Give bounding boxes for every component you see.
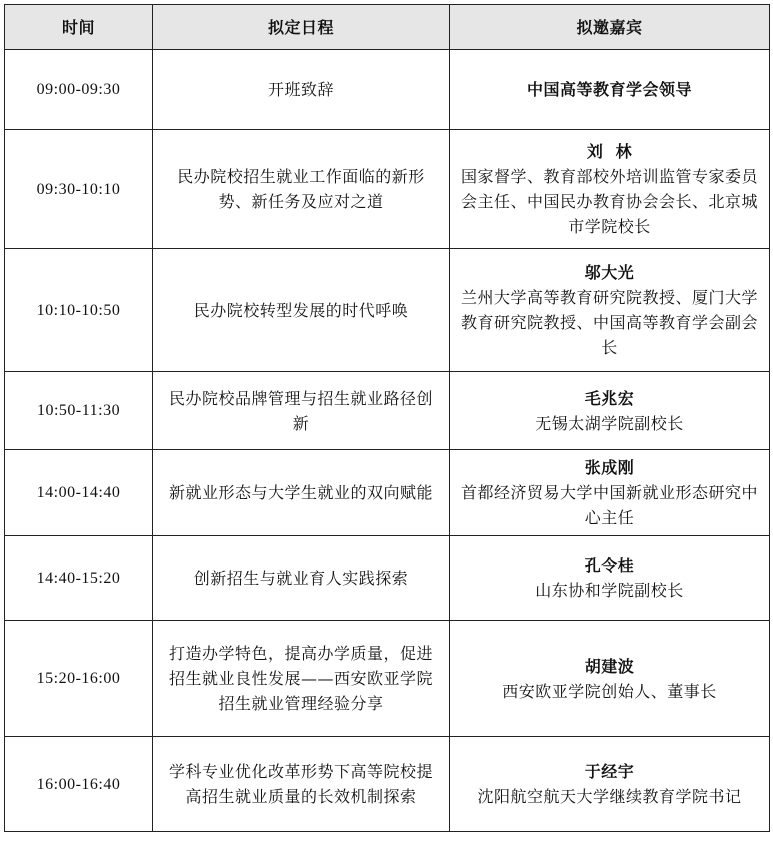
time-cell: 14:00-14:40 — [5, 450, 153, 536]
time-cell: 09:00-09:30 — [5, 50, 153, 130]
time-cell: 14:40-15:20 — [5, 536, 153, 621]
guest-name: 张成刚 — [584, 458, 635, 477]
header-guest: 拟邀嘉宾 — [450, 5, 770, 50]
time-cell: 10:10-10:50 — [5, 249, 153, 372]
guest-title: 沈阳航空航天大学继续教育学院书记 — [477, 787, 742, 806]
table-row — [5, 621, 770, 737]
guest-title: 山东协和学院副校长 — [535, 581, 684, 600]
guest-title: 西安欧亚学院创始人、董事长 — [502, 681, 717, 701]
table-row — [5, 737, 770, 832]
time-cell: 10:50-11:30 — [5, 372, 153, 450]
guest-cell — [450, 249, 770, 372]
guest-cell — [450, 50, 770, 130]
header-time: 时间 — [5, 5, 153, 50]
guest-title: 首都经济贸易大学中国新就业形态研究中心主任 — [460, 483, 758, 527]
guest-cell — [450, 737, 770, 832]
guest-name: 毛兆宏 — [584, 388, 635, 408]
guest-title: 兰州大学高等教育研究院教授、厦门大学教育研究院教授、中国高等教育学会副会长 — [460, 288, 758, 357]
guest-title: 国家督学、教育部校外培训监管专家委员会主任、中国民办教育协会会长、北京城市学院校长 — [460, 167, 758, 236]
topic-cell: 民办院校品牌管理与招生就业路径创新 — [153, 372, 450, 450]
guest-title: 无锡太湖学院副校长 — [535, 413, 684, 433]
table-row — [5, 130, 770, 249]
header-topic: 拟定日程 — [153, 5, 450, 50]
topic-cell: 民办院校招生就业工作面临的新形势、新任务及应对之道 — [153, 130, 450, 249]
topic-cell: 创新招生与就业育人实践探索 — [153, 536, 450, 621]
time-cell: 15:20-16:00 — [5, 621, 153, 737]
topic-cell: 新就业形态与大学生就业的双向赋能 — [153, 450, 450, 536]
table-row — [5, 372, 770, 450]
header-row — [5, 5, 770, 50]
guest-name: 胡建波 — [584, 656, 635, 676]
guest-name: 邬大光 — [584, 263, 635, 282]
guest-cell — [450, 372, 770, 450]
guest-name: 中国高等教育学会领导 — [526, 80, 692, 99]
time-cell: 09:30-10:10 — [5, 130, 153, 249]
schedule-table — [4, 4, 770, 832]
guest-cell — [450, 130, 770, 249]
guest-name: 于经宇 — [584, 762, 635, 781]
table-row — [5, 249, 770, 372]
guest-cell — [450, 450, 770, 536]
table-row — [5, 450, 770, 536]
topic-cell: 学科专业优化改革形势下高等院校提高招生就业质量的长效机制探索 — [153, 737, 450, 832]
guest-name: 孔令桂 — [584, 556, 635, 575]
guest-cell — [450, 621, 770, 737]
topic-cell: 打造办学特色，提高办学质量，促进招生就业良性发展——西安欧亚学院招生就业管理经验分享 — [153, 621, 450, 737]
guest-cell — [450, 536, 770, 621]
topic-cell: 民办院校转型发展的时代呼唤 — [153, 249, 450, 372]
table-row — [5, 50, 770, 130]
guest-name: 刘 林 — [586, 142, 633, 161]
table-row — [5, 536, 770, 621]
time-cell: 16:00-16:40 — [5, 737, 153, 832]
topic-cell: 开班致辞 — [153, 50, 450, 130]
